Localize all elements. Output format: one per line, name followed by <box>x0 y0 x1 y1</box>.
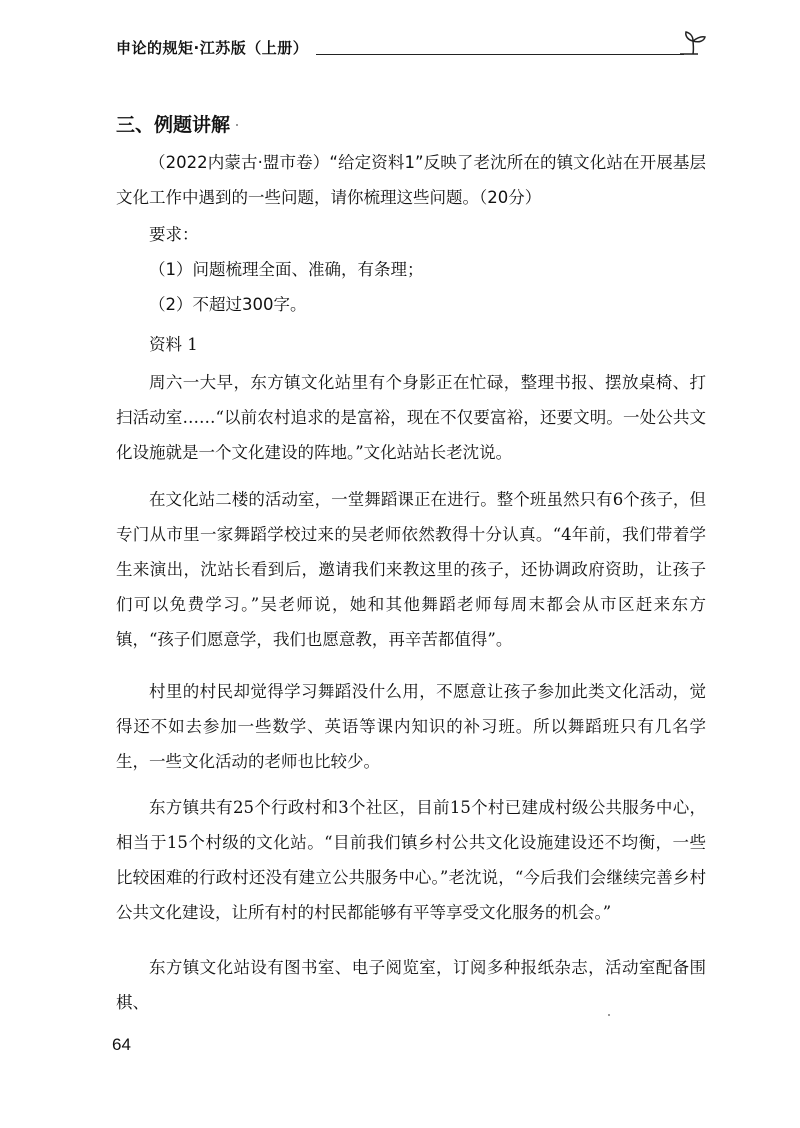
material-label: 资料 1 <box>149 335 198 354</box>
material-paragraph: 在文化站二楼的活动室，一堂舞蹈课正在进行。整个班虽然只有6个孩子，但专门从市里一家舞蹈学校过来的吴老师依然教得十分认真。“4年前，我们带着学生来演出，沈站长看到后，邀请我们来教这里的孩子，还协调政府资助，让孩子们可以免费学习。”吴老师说，她和其他舞蹈老师每周末都会从市区赶来东方镇，“孩子们愿意学，我们也愿意教，再辛苦都值得”。 <box>116 490 706 649</box>
material-paragraph: 东方镇文化站设有图书室、电子阅览室，订阅多种报纸杂志，活动室配备围棋、 <box>116 958 706 1012</box>
question-prompt: （2022内蒙古·盟市卷）“给定资料1”反映了老沈所在的镇文化站在开展基层文化工作中遇到的一些问题，请你梳理这些问题。（20分） <box>116 153 706 207</box>
scan-speck <box>608 1014 610 1016</box>
header-rule <box>316 54 684 55</box>
material-paragraph: 周六一大早，东方镇文化站里有个身影正在忙碌，整理书报、摆放桌椅、打扫活动室……“以前农村追求的是富裕，现在不仅要富裕，还要文明。一处公共文化设施就是一个文化建设的阵地。”文化站站长老沈说。 <box>116 373 706 462</box>
material-paragraph: 东方镇共有25个行政村和3个社区，目前15个村已建成村级公共服务中心，相当于15个村级的文化站。“目前我们镇乡村公共文化设施建设还不均衡，一些比较困难的行政村还没有建立公共服务中心。”老沈说，“今后我们会继续完善乡村公共文化建设，让所有村的村民都能够有平等享受文化服务的机会。” <box>116 798 706 922</box>
running-header-title: 申论的规矩·江苏版（上册） <box>116 39 309 57</box>
page-number: 64 <box>112 1035 131 1054</box>
sprout-icon <box>676 28 710 62</box>
requirement-item-2: （2）不超过300字。 <box>149 295 307 314</box>
material-paragraph: 村里的村民却觉得学习舞蹈没什么用，不愿意让孩子参加此类文化活动，觉得还不如去参加一些数学、英语等课内知识的补习班。所以舞蹈班只有几名学生，一些文化活动的老师也比较少。 <box>116 682 706 771</box>
scan-speck <box>236 124 238 126</box>
requirements-label: 要求： <box>149 225 199 244</box>
requirement-item-1: （1）问题梳理全面、准确，有条理； <box>149 260 424 279</box>
section-heading: 三、例题讲解 <box>116 114 231 136</box>
